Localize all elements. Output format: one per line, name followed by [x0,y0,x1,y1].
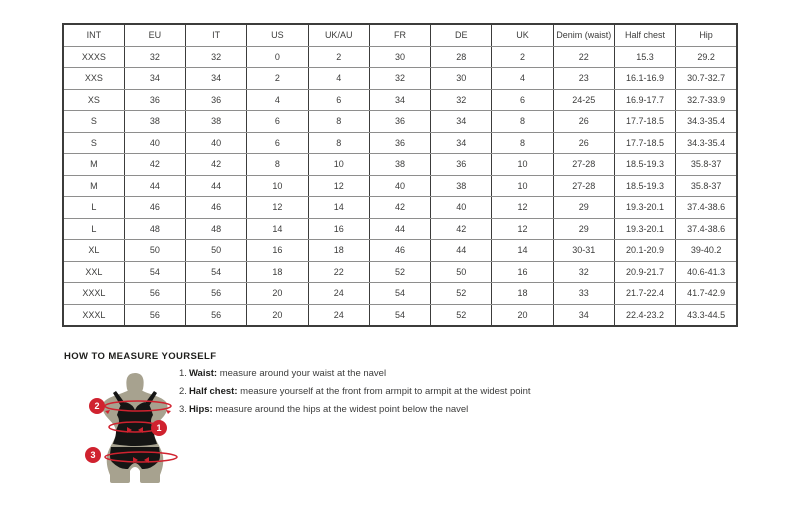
table-cell: 10 [492,154,553,176]
table-cell: 6 [308,89,369,111]
table-cell: 56 [186,304,247,326]
table-cell: 10 [308,154,369,176]
table-cell: 29.2 [676,46,737,68]
table-cell: 44 [369,218,430,240]
table-cell: 34.3-35.4 [676,132,737,154]
table-cell: 18.5-19.3 [614,175,675,197]
table-cell: 54 [369,304,430,326]
column-header: UK [492,24,553,46]
table-cell: 12 [492,197,553,219]
table-cell: 40 [186,132,247,154]
table-cell: XL [63,240,124,262]
table-cell: 22 [553,46,614,68]
table-cell: 56 [124,283,185,305]
table-cell: 34 [431,111,492,133]
table-cell: 22.4-23.2 [614,304,675,326]
table-cell: 28 [431,46,492,68]
table-cell: 40 [369,175,430,197]
table-cell: 14 [492,240,553,262]
table-cell: 34 [369,89,430,111]
measurement-figure [78,370,190,502]
table-cell: 34 [186,68,247,90]
column-header: Half chest [614,24,675,46]
table-row [63,111,737,133]
table-cell: 2 [308,46,369,68]
table-cell: 12 [492,218,553,240]
badge-hips [85,447,101,463]
table-cell: 37.4-38.6 [676,218,737,240]
table-cell: 34.3-35.4 [676,111,737,133]
table-cell: 38 [124,111,185,133]
table-cell: 20 [247,283,308,305]
table-cell: M [63,154,124,176]
step-text: measure around your waist at the navel [217,368,387,379]
table-cell: L [63,197,124,219]
table-row [63,283,737,305]
table-cell: 46 [369,240,430,262]
table-cell: 43.3-44.5 [676,304,737,326]
table-cell: XXL [63,261,124,283]
column-header: IT [186,24,247,46]
column-header: INT [63,24,124,46]
table-cell: 48 [124,218,185,240]
table-cell: 33 [553,283,614,305]
table-cell: 16.9-17.7 [614,89,675,111]
badge-half-chest-number: 2 [94,401,100,412]
table-cell: 46 [124,197,185,219]
table-cell: 56 [124,304,185,326]
table-cell: 35.8-37 [676,175,737,197]
table-cell: 40 [431,197,492,219]
table-cell: 14 [308,197,369,219]
badge-waist [151,420,167,436]
table-cell: 15.3 [614,46,675,68]
table-cell: 54 [124,261,185,283]
table-cell: 0 [247,46,308,68]
table-cell: 41.7-42.9 [676,283,737,305]
table-cell: 32.7-33.9 [676,89,737,111]
table-cell: 4 [247,89,308,111]
table-cell: XXXL [63,304,124,326]
table-cell: 52 [431,283,492,305]
table-cell: 10 [247,175,308,197]
table-cell: 24 [308,304,369,326]
table-cell: 18 [308,240,369,262]
table-cell: 24 [308,283,369,305]
table-cell: 36 [431,154,492,176]
table-cell: 18.5-19.3 [614,154,675,176]
step-text: measure around the hips at the widest point below the navel [212,404,469,415]
table-cell: 38 [369,154,430,176]
table-cell: 14 [247,218,308,240]
table-row [63,240,737,262]
table-row [63,68,737,90]
badge-hips-number: 3 [90,450,96,461]
table-cell: 50 [124,240,185,262]
size-chart-table [62,23,738,327]
table-cell: 27-28 [553,154,614,176]
table-cell: 22 [308,261,369,283]
table-cell: 8 [247,154,308,176]
table-cell: 42 [369,197,430,219]
step-number: 3. [179,404,187,415]
column-header: FR [369,24,430,46]
table-cell: 6 [247,111,308,133]
table-cell: 16.1-16.9 [614,68,675,90]
table-cell: L [63,218,124,240]
table-cell: 32 [124,46,185,68]
table-cell: 56 [186,283,247,305]
table-cell: 37.4-38.6 [676,197,737,219]
table-cell: 52 [431,304,492,326]
measure-step-waist [179,368,531,386]
table-cell: 35.8-37 [676,154,737,176]
column-header: Hip [676,24,737,46]
table-cell: 16 [308,218,369,240]
table-cell: 54 [186,261,247,283]
table-cell: 44 [431,240,492,262]
table-cell: 30.7-32.7 [676,68,737,90]
table-row [63,304,737,326]
column-header: DE [431,24,492,46]
table-cell: 26 [553,132,614,154]
table-cell: 52 [369,261,430,283]
table-cell: 16 [492,261,553,283]
table-cell: 42 [431,218,492,240]
table-cell: 20 [492,304,553,326]
table-cell: 42 [124,154,185,176]
table-cell: 8 [492,132,553,154]
table-cell: 10 [492,175,553,197]
step-label: Waist: [188,368,218,379]
table-cell: 54 [369,283,430,305]
table-cell: 17.7-18.5 [614,132,675,154]
table-row [63,46,737,68]
table-cell: S [63,111,124,133]
table-cell: 6 [247,132,308,154]
table-cell: 6 [492,89,553,111]
step-label: Half chest: [188,386,238,397]
table-row [63,89,737,111]
table-cell: 36 [124,89,185,111]
table-cell: XS [63,89,124,111]
table-cell: 12 [308,175,369,197]
table-cell: 32 [431,89,492,111]
table-cell: 50 [431,261,492,283]
measure-step-half-chest [179,386,531,404]
table-cell: 4 [308,68,369,90]
table-cell: 19.3-20.1 [614,197,675,219]
table-cell: 32 [369,68,430,90]
table-cell: 18 [492,283,553,305]
badge-waist-number: 1 [156,423,162,434]
table-cell: 34 [553,304,614,326]
table-cell: 16 [247,240,308,262]
table-cell: 30 [431,68,492,90]
table-cell: 24-25 [553,89,614,111]
table-cell: 2 [492,46,553,68]
table-cell: 48 [186,218,247,240]
table-cell: 23 [553,68,614,90]
table-cell: 36 [369,132,430,154]
column-header: US [247,24,308,46]
table-cell: 18 [247,261,308,283]
table-cell: 40 [124,132,185,154]
table-cell: 44 [124,175,185,197]
step-label: Hips: [188,404,213,415]
measure-step-hips [179,404,531,422]
table-cell: XXXS [63,46,124,68]
table-cell: 17.7-18.5 [614,111,675,133]
table-cell: 8 [308,111,369,133]
measure-steps [179,368,531,422]
table-cell: 34 [431,132,492,154]
table-cell: 21.7-22.4 [614,283,675,305]
table-cell: 30-31 [553,240,614,262]
table-row [63,197,737,219]
table-cell: 39-40.2 [676,240,737,262]
table-cell: 20 [247,304,308,326]
size-chart-body [63,46,737,326]
table-cell: 46 [186,197,247,219]
badge-half-chest [89,398,105,414]
table-cell: 38 [186,111,247,133]
table-cell: 20.9-21.7 [614,261,675,283]
table-cell: XXXL [63,283,124,305]
column-header: UK/AU [308,24,369,46]
table-cell: 44 [186,175,247,197]
step-number: 2. [179,386,187,397]
table-cell: 2 [247,68,308,90]
table-row [63,132,737,154]
table-cell: 27-28 [553,175,614,197]
table-cell: 34 [124,68,185,90]
how-to-measure-title: HOW TO MEASURE YOURSELF [64,351,217,362]
table-cell: 38 [431,175,492,197]
size-chart-header-row [63,24,737,46]
table-cell: 40.6-41.3 [676,261,737,283]
column-header: Denim (waist) [553,24,614,46]
table-cell: 32 [553,261,614,283]
table-cell: 42 [186,154,247,176]
table-cell: 20.1-20.9 [614,240,675,262]
table-row [63,175,737,197]
table-cell: 36 [369,111,430,133]
step-text: measure yourself at the front from armpit to armpit at the widest point [237,386,531,397]
step-number: 1. [179,368,187,379]
table-cell: 29 [553,197,614,219]
table-cell: S [63,132,124,154]
table-row [63,218,737,240]
table-cell: 29 [553,218,614,240]
table-cell: 12 [247,197,308,219]
table-cell: 8 [492,111,553,133]
table-cell: XXS [63,68,124,90]
table-cell: 26 [553,111,614,133]
table-cell: 19.3-20.1 [614,218,675,240]
table-row [63,261,737,283]
table-cell: 4 [492,68,553,90]
table-cell: 36 [186,89,247,111]
table-cell: 30 [369,46,430,68]
table-cell: 8 [308,132,369,154]
table-cell: 50 [186,240,247,262]
table-row [63,154,737,176]
table-cell: 32 [186,46,247,68]
table-cell: M [63,175,124,197]
column-header: EU [124,24,185,46]
